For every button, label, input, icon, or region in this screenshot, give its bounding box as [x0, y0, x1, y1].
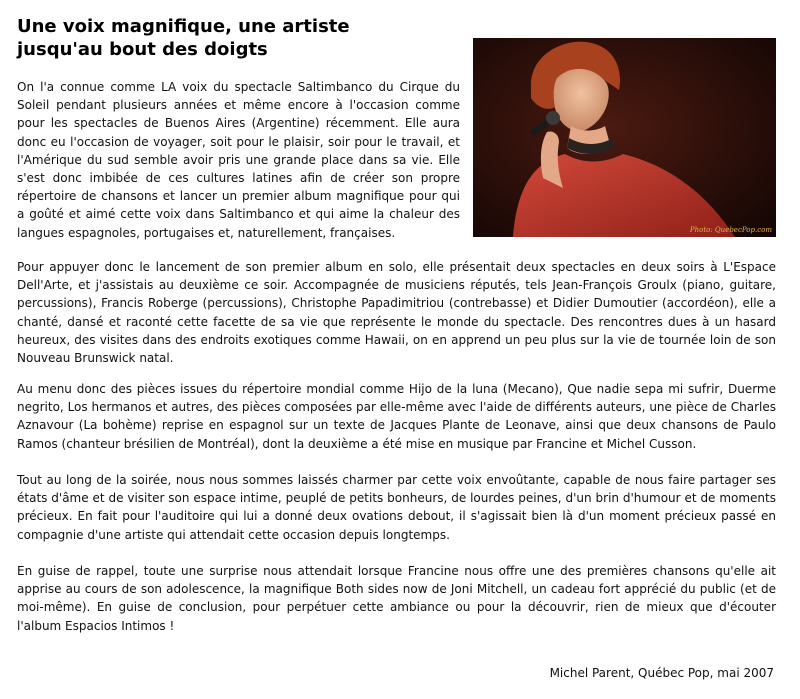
article-paragraph-4: Tout au long de la soirée, nous nous sommes laissés charmer par cette voix envoûtante, capable de nous faire partager ses états d'âme et de visiter son espace intime, peuplé de petits bonheurs, de lourdes peines, d'un brin d'humour et de moments précieux. En fait pour l'auditoire qui lui a donné deux ovations debout, il s'agissait bien là d'un moment précieux passé en compagnie d'une artiste qui attendait cette occasion depuis longtemps.: [17, 473, 776, 542]
article-paragraph-3: Au menu donc des pièces issues du répertoire mondial comme Hijo de la luna (Mecano), Que nadie sepa mi sufrir, Duerme negrito, Los hermanos et autres, des pièces composées par elle-même avec l'aide de différents auteurs, une pièce de Charles Aznavour (La bohème) reprise en espagnol sur un texte de Jacques Plante de Leonave, ainsi que deux chansons de Paulo Ramos (chanteur brésilien de Montréal), dont la deuxième a été mise en musique par Francine et Michel Cusson.: [17, 382, 776, 451]
article-paragraph-1: On l'a connue comme LA voix du spectacle Saltimbanco du Cirque du Soleil pendant plusieurs années et même encore à l'occasion comme pour les spectacles de Buenos Aires (Argentine) récemment. Elle aura donc eu l'occasion de voyager, soit pour le plaisir, soir pour le travail, et l'Amérique du sud semble avoir pris une grande place dans sa vie. Elle s'est donc imbibée de ces cultures latines afin de créer son propre répertoire de chansons et lancer un premier album magnifique pour qui a goûté et aimé cette voix dans Saltimbanco et qui aime la chaleur des langues espagnoles, portugaises et, naturellement, françaises.: [17, 80, 460, 240]
photo-credit: Photo: QuebecPop.com: [689, 226, 772, 234]
article-title-line-2: jusqu'au bout des doigts: [17, 39, 268, 60]
article-title: [17, 15, 350, 61]
author-signature: Michel Parent, Québec Pop, mai 2007: [549, 666, 774, 680]
singer-photo: [473, 38, 776, 237]
singer-photo-illustration: [473, 38, 776, 237]
article-title-line-1: Une voix magnifique, une artiste: [17, 16, 350, 37]
article-paragraph-2: Pour appuyer donc le lancement de son premier album en solo, elle présentait deux spectacles en deux soirs à L'Espace Dell'Arte, et j'assistais au deuxième ce soir. Accompagnée de musiciens réputés, tels Jean-François Groulx (piano, guitare, percussions), Francis Roberge (percussions), Christophe Papadimitriou (contrebasse) et Didier Dumoutier (accordéon), elle a chanté, dansé et raconté cette facette de sa vie que représente le monde du spectacle. Des rencontres dues à un hasard heureux, des visites dans des endroits exotiques comme Hawaii, on en apprend un peu plus sur la vie de tournée loin de son Nouveau Brunswick natal.: [17, 260, 776, 366]
article-paragraph-5: En guise de rappel, toute une surprise nous attendait lorsque Francine nous offre une des premières chansons qu'elle ait apprise au cours de son adolescence, la magnifique Both sides now de Joni Mitchell, un cadeau fort apprécié du public (et de moi-même). En guise de conclusion, pour perpétuer cette ambiance ou pour la découvrir, rien de mieux que d'écouter l'album Espacios Intimos !: [17, 564, 776, 633]
